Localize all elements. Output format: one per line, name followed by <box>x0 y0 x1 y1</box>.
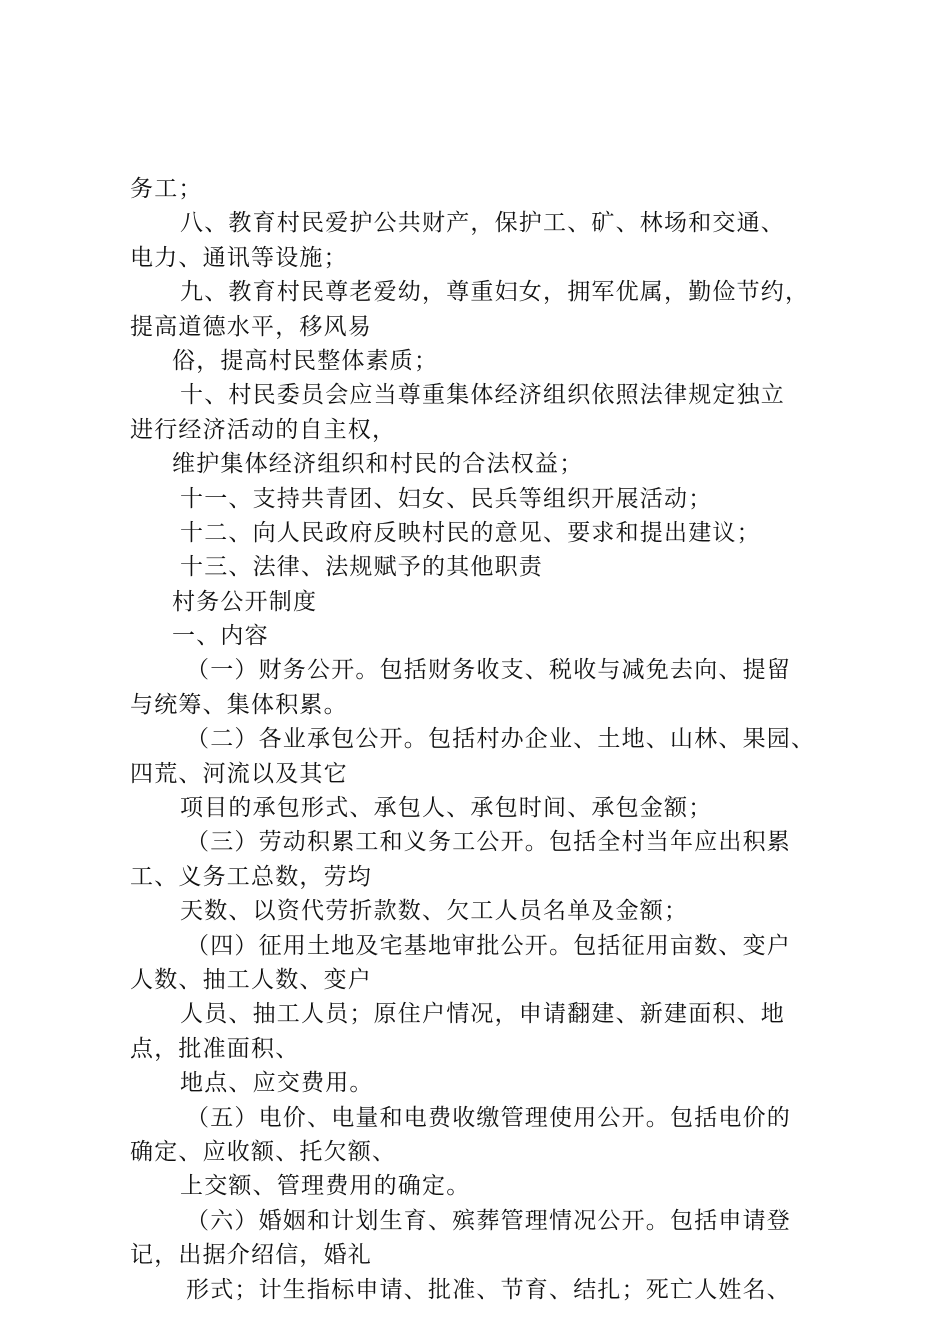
text-line: （一）财务公开。包括财务收支、税收与减免去向、提留 <box>186 657 791 684</box>
text-line: （六）婚姻和计划生育、殡葬管理情况公开。包括申请登 <box>186 1207 791 1234</box>
document-body <box>130 172 840 1307</box>
text-line: 形式；计生指标申请、批准、节育、结扎；死亡人姓名、 <box>186 1276 791 1303</box>
text-line: 与统筹、集体积累。 <box>130 691 348 718</box>
text-line: 四荒、河流以及其它 <box>130 760 348 787</box>
section-heading: 村务公开制度 <box>172 588 318 615</box>
text-line: 十二、向人民政府反映村民的意见、要求和提出建议； <box>180 519 761 546</box>
text-line: 俗，提高村民整体素质； <box>172 347 439 374</box>
text-line: 电力、通讯等设施； <box>130 244 348 271</box>
text-line: 上交额、管理费用的确定。 <box>180 1173 471 1200</box>
text-line: 人员、抽工人员；原住户情况，申请翻建、新建面积、地 <box>180 1001 785 1028</box>
text-line: 人数、抽工人数、变户 <box>130 966 372 993</box>
text-line: 务工； <box>130 176 203 202</box>
text-line: 点，批准面积、 <box>130 1035 300 1062</box>
text-line: 十一、支持共青团、妇女、民兵等组织开展活动； <box>180 485 713 512</box>
text-line: 维护集体经济组织和村民的合法权益； <box>172 451 584 478</box>
text-line: 天数、以资代劳折款数、欠工人员名单及金额； <box>180 898 689 925</box>
text-line: 进行经济活动的自主权， <box>130 416 397 443</box>
text-line: 记，出据介绍信，婚礼 <box>130 1242 372 1269</box>
text-line: 工、义务工总数，劳均 <box>130 863 372 890</box>
text-line: 地点、应交费用。 <box>180 1070 374 1097</box>
text-line: （四）征用土地及宅基地审批公开。包括征用亩数、变户 <box>186 932 791 959</box>
text-line: 十三、法律、法规赋予的其他职责 <box>180 554 543 581</box>
text-line: 确定、应收额、托欠额、 <box>130 1138 397 1165</box>
text-line: 十、村民委员会应当尊重集体经济组织依照法律规定独立 <box>180 382 785 409</box>
text-line: （三）劳动积累工和义务工公开。包括全村当年应出积累 <box>186 829 791 856</box>
text-line: 九、教育村民尊老爱幼，尊重妇女，拥军优属，勤俭节约， <box>180 279 810 306</box>
text-line: 八、教育村民爱护公共财产，保护工、矿、林场和交通、 <box>180 210 785 237</box>
section-heading: 一、内容 <box>172 623 269 650</box>
text-line: 提高道德水平，移风易 <box>130 313 372 340</box>
text-line: 项目的承包形式、承包人、承包时间、承包金额； <box>180 795 713 822</box>
text-line: （五）电价、电量和电费收缴管理使用公开。包括电价的 <box>186 1104 791 1131</box>
text-line: （二）各业承包公开。包括村办企业、土地、山林、果园、 <box>186 726 816 753</box>
